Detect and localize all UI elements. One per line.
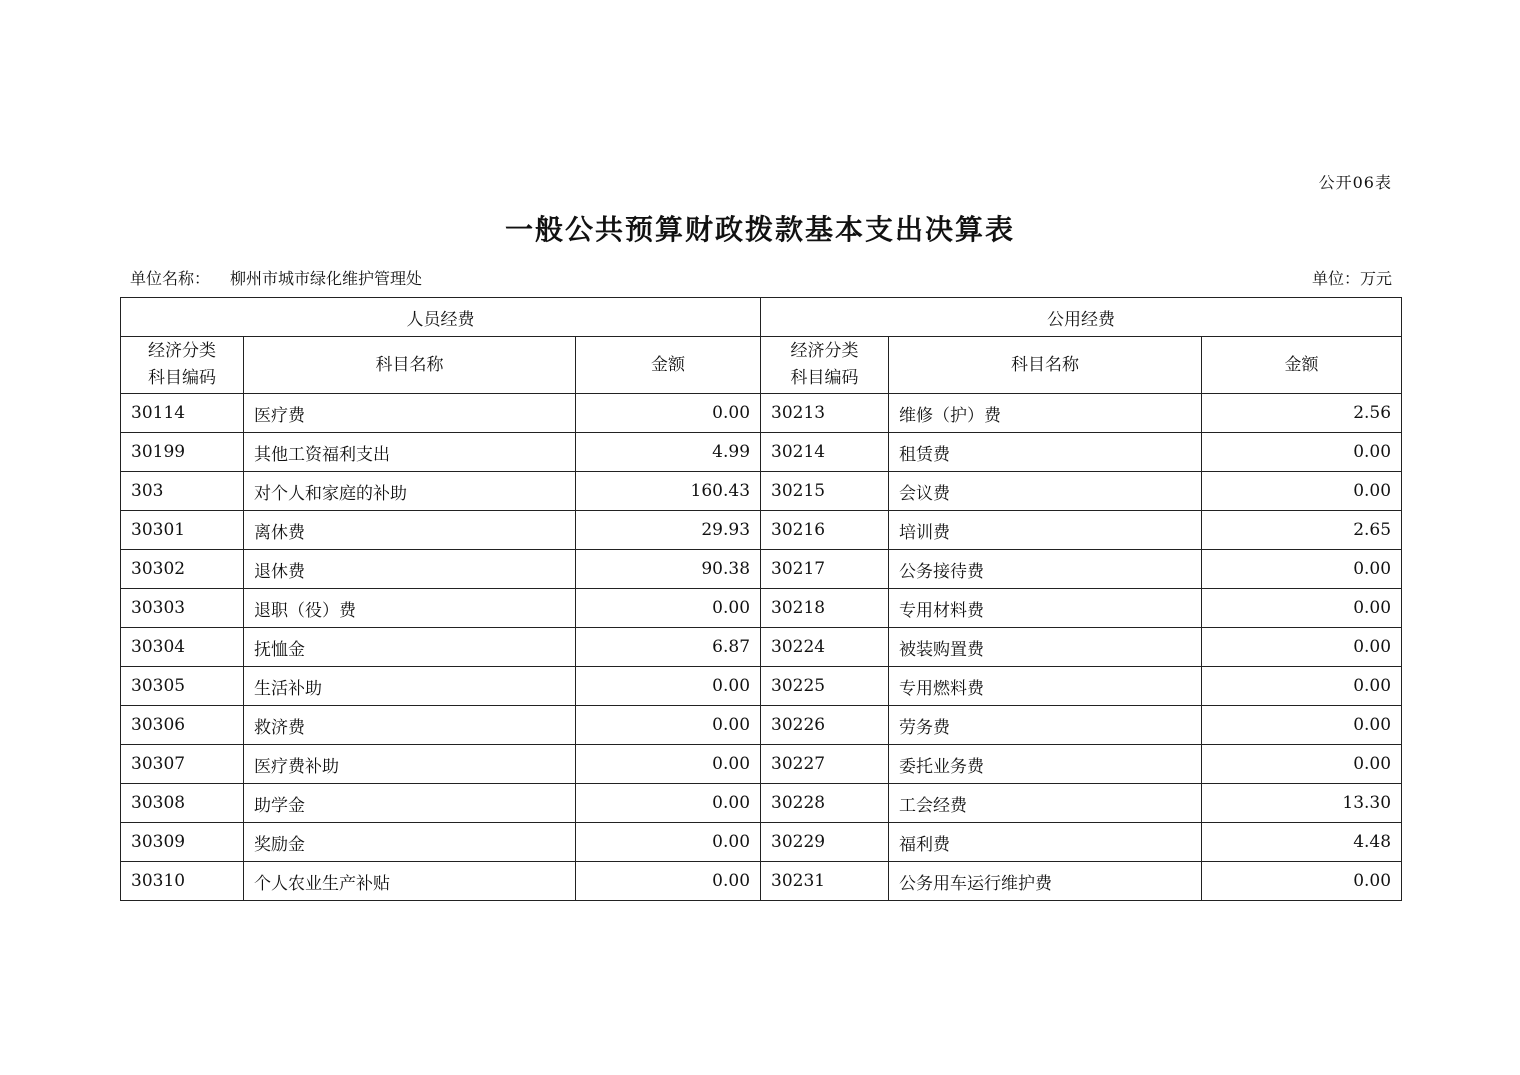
public-amount-cell: 0.00 bbox=[1202, 472, 1402, 511]
column-header-code-line2: 科目编码 bbox=[790, 368, 859, 388]
expenditure-table bbox=[120, 297, 1402, 901]
personnel-name-cell: 生活补助 bbox=[244, 667, 576, 706]
table-row bbox=[121, 394, 1402, 433]
personnel-amount-cell: 0.00 bbox=[576, 823, 761, 862]
personnel-code-cell: 30307 bbox=[121, 745, 244, 784]
personnel-name-cell: 其他工资福利支出 bbox=[244, 433, 576, 472]
table-row bbox=[121, 511, 1402, 550]
public-name-cell: 培训费 bbox=[889, 511, 1202, 550]
public-name-cell: 工会经费 bbox=[889, 784, 1202, 823]
table-row bbox=[121, 550, 1402, 589]
public-amount-cell: 0.00 bbox=[1202, 745, 1402, 784]
unit-info-row bbox=[130, 266, 1392, 288]
personnel-name-cell: 奖励金 bbox=[244, 823, 576, 862]
column-header-row bbox=[121, 337, 1402, 394]
unit-name-value: 柳州市城市绿化维护管理处 bbox=[230, 269, 423, 288]
personnel-code-cell: 30114 bbox=[121, 394, 244, 433]
column-header-code bbox=[121, 337, 244, 394]
table-row bbox=[121, 589, 1402, 628]
personnel-code-cell: 30308 bbox=[121, 784, 244, 823]
public-name-cell: 维修（护）费 bbox=[889, 394, 1202, 433]
personnel-name-cell: 退职（役）费 bbox=[244, 589, 576, 628]
public-code-cell: 30214 bbox=[761, 433, 889, 472]
personnel-amount-cell: 0.00 bbox=[576, 745, 761, 784]
public-name-cell: 劳务费 bbox=[889, 706, 1202, 745]
personnel-amount-cell: 0.00 bbox=[576, 667, 761, 706]
personnel-amount-cell: 4.99 bbox=[576, 433, 761, 472]
personnel-amount-cell: 90.38 bbox=[576, 550, 761, 589]
public-code-cell: 30225 bbox=[761, 667, 889, 706]
personnel-amount-cell: 0.00 bbox=[576, 784, 761, 823]
public-amount-cell: 2.65 bbox=[1202, 511, 1402, 550]
public-amount-cell: 0.00 bbox=[1202, 706, 1402, 745]
column-header-name: 科目名称 bbox=[244, 337, 576, 394]
personnel-name-cell: 救济费 bbox=[244, 706, 576, 745]
public-code-cell: 30227 bbox=[761, 745, 889, 784]
personnel-name-cell: 医疗费补助 bbox=[244, 745, 576, 784]
personnel-code-cell: 30309 bbox=[121, 823, 244, 862]
public-code-cell: 30226 bbox=[761, 706, 889, 745]
column-header-code-line1: 经济分类 bbox=[148, 341, 216, 361]
public-name-cell: 委托业务费 bbox=[889, 745, 1202, 784]
public-amount-cell: 0.00 bbox=[1202, 433, 1402, 472]
public-amount-cell: 0.00 bbox=[1202, 550, 1402, 589]
public-code-cell: 30217 bbox=[761, 550, 889, 589]
table-row bbox=[121, 706, 1402, 745]
public-amount-cell: 0.00 bbox=[1202, 667, 1402, 706]
public-code-cell: 30216 bbox=[761, 511, 889, 550]
personnel-code-cell: 30302 bbox=[121, 550, 244, 589]
column-header-code-line2: 科目编码 bbox=[148, 368, 216, 388]
table-row bbox=[121, 823, 1402, 862]
column-header-code-line1: 经济分类 bbox=[790, 341, 859, 361]
public-name-cell: 公务用车运行维护费 bbox=[889, 862, 1202, 901]
personnel-amount-cell: 6.87 bbox=[576, 628, 761, 667]
personnel-name-cell: 个人农业生产补贴 bbox=[244, 862, 576, 901]
personnel-amount-cell: 160.43 bbox=[576, 472, 761, 511]
personnel-name-cell: 医疗费 bbox=[244, 394, 576, 433]
public-amount-cell: 0.00 bbox=[1202, 628, 1402, 667]
public-name-cell: 福利费 bbox=[889, 823, 1202, 862]
public-amount-cell: 4.48 bbox=[1202, 823, 1402, 862]
public-amount-cell: 0.00 bbox=[1202, 862, 1402, 901]
public-code-cell: 30228 bbox=[761, 784, 889, 823]
table-row bbox=[121, 433, 1402, 472]
public-name-cell: 租赁费 bbox=[889, 433, 1202, 472]
column-header-code bbox=[761, 337, 889, 394]
public-name-cell: 专用燃料费 bbox=[889, 667, 1202, 706]
public-name-cell: 公务接待费 bbox=[889, 550, 1202, 589]
personnel-amount-cell: 0.00 bbox=[576, 589, 761, 628]
public-name-cell: 专用材料费 bbox=[889, 589, 1202, 628]
personnel-amount-cell: 0.00 bbox=[576, 706, 761, 745]
personnel-amount-cell: 0.00 bbox=[576, 394, 761, 433]
group-header-public: 公用经费 bbox=[761, 298, 1402, 337]
unit-name-label: 单位名称： bbox=[130, 269, 211, 288]
personnel-code-cell: 30301 bbox=[121, 511, 244, 550]
personnel-name-cell: 抚恤金 bbox=[244, 628, 576, 667]
personnel-amount-cell: 0.00 bbox=[576, 862, 761, 901]
document-title: 一般公共预算财政拨款基本支出决算表 bbox=[504, 213, 1015, 246]
group-header-personnel: 人员经费 bbox=[121, 298, 761, 337]
personnel-code-cell: 30305 bbox=[121, 667, 244, 706]
personnel-amount-cell: 29.93 bbox=[576, 511, 761, 550]
table-row bbox=[121, 862, 1402, 901]
personnel-code-cell: 30303 bbox=[121, 589, 244, 628]
public-code-cell: 30224 bbox=[761, 628, 889, 667]
personnel-code-cell: 30310 bbox=[121, 862, 244, 901]
table-row bbox=[121, 745, 1402, 784]
personnel-code-cell: 30304 bbox=[121, 628, 244, 667]
public-amount-cell: 13.30 bbox=[1202, 784, 1402, 823]
column-header-amount: 金额 bbox=[576, 337, 761, 394]
currency-unit-label: 单位：万元 bbox=[1311, 269, 1392, 288]
public-code-cell: 30215 bbox=[761, 472, 889, 511]
table-code-label: 公开06表 bbox=[1318, 173, 1392, 192]
personnel-name-cell: 助学金 bbox=[244, 784, 576, 823]
table-row bbox=[121, 628, 1402, 667]
public-name-cell: 被装购置费 bbox=[889, 628, 1202, 667]
table-row bbox=[121, 784, 1402, 823]
personnel-code-cell: 30199 bbox=[121, 433, 244, 472]
public-code-cell: 30229 bbox=[761, 823, 889, 862]
public-code-cell: 30218 bbox=[761, 589, 889, 628]
personnel-code-cell: 30306 bbox=[121, 706, 244, 745]
group-header-row bbox=[121, 298, 1402, 337]
personnel-name-cell: 离休费 bbox=[244, 511, 576, 550]
public-amount-cell: 0.00 bbox=[1202, 589, 1402, 628]
unit-name-block bbox=[130, 266, 422, 289]
table-row bbox=[121, 472, 1402, 511]
personnel-code-cell: 303 bbox=[121, 472, 244, 511]
public-amount-cell: 2.56 bbox=[1202, 394, 1402, 433]
column-header-amount: 金额 bbox=[1202, 337, 1402, 394]
column-header-name: 科目名称 bbox=[889, 337, 1202, 394]
personnel-name-cell: 退休费 bbox=[244, 550, 576, 589]
public-name-cell: 会议费 bbox=[889, 472, 1202, 511]
table-row bbox=[121, 667, 1402, 706]
public-code-cell: 30231 bbox=[761, 862, 889, 901]
personnel-name-cell: 对个人和家庭的补助 bbox=[244, 472, 576, 511]
public-code-cell: 30213 bbox=[761, 394, 889, 433]
